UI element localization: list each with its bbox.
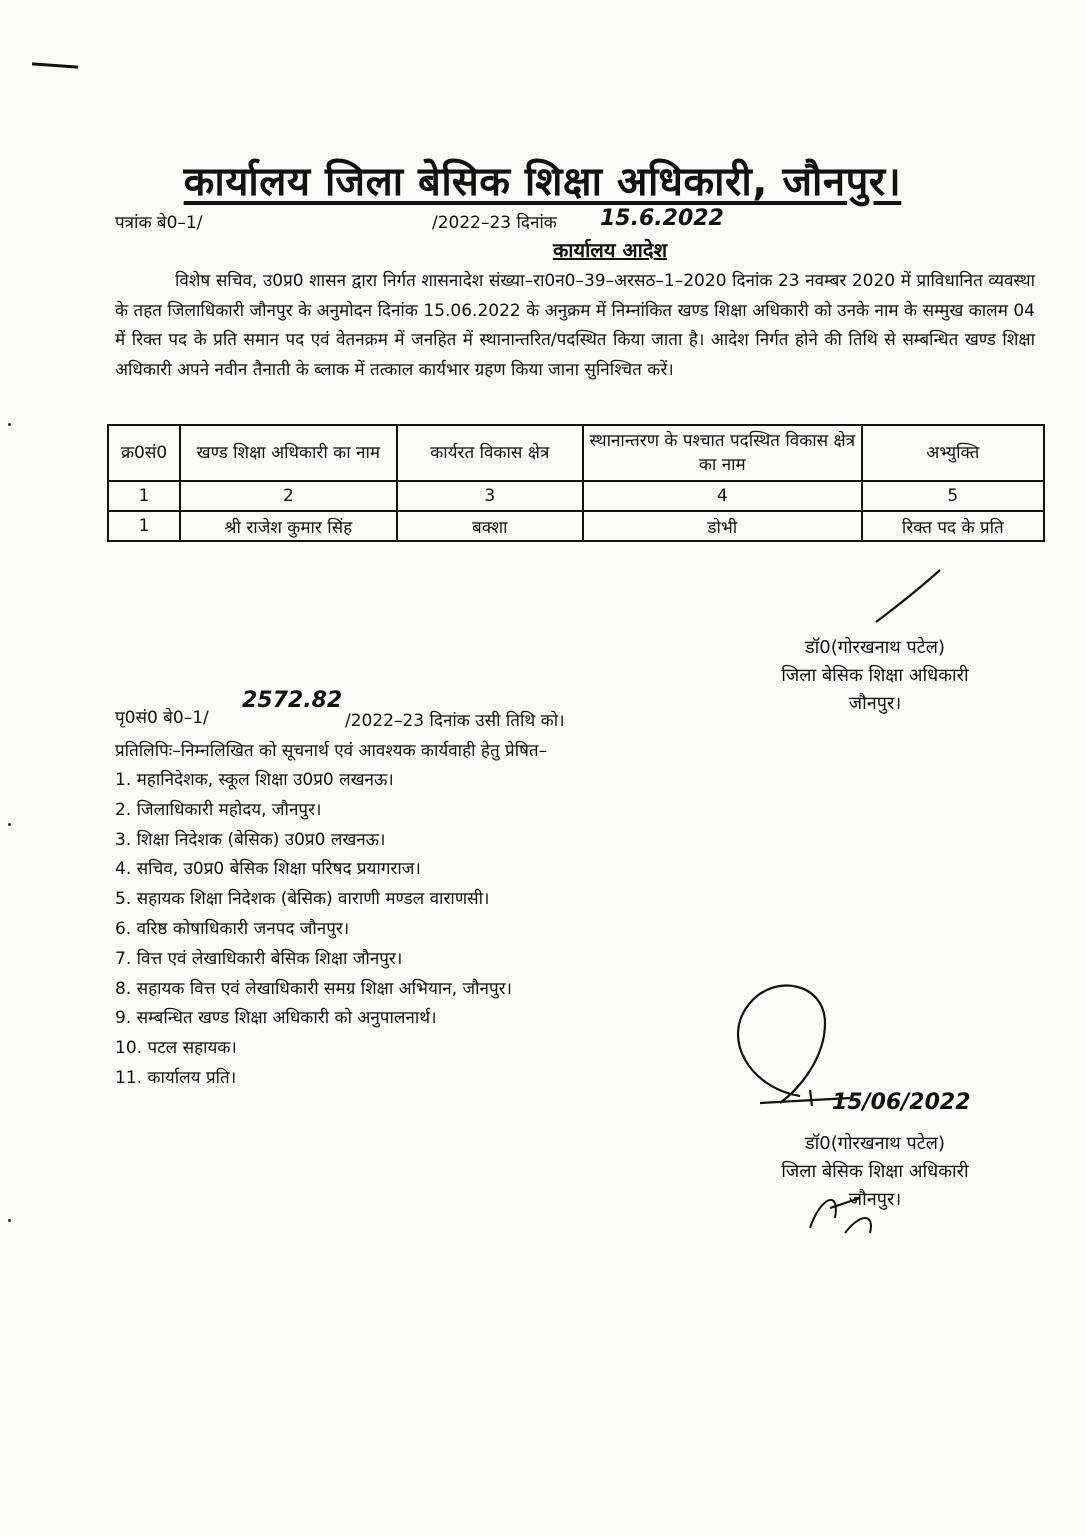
handwritten-ref-number: 2572.82 <box>242 688 343 713</box>
signatory-name: डॉ0(गोरखनाथ पटेल) <box>804 1133 946 1154</box>
signature-stroke <box>810 566 950 626</box>
table-cell: डोभी <box>583 511 862 541</box>
col-number: 3 <box>397 481 583 511</box>
table-row <box>108 511 1044 541</box>
list-item: 1. महानिदेशक, स्कूल शिक्षा उ0प्र0 लखनऊ। <box>115 770 394 790</box>
signatory-designation: जिला बेसिक शिक्षा अधिकारी <box>781 1161 969 1182</box>
table-header-row <box>108 425 1044 481</box>
margin-mark <box>32 62 78 68</box>
signatory-place: जौनपुर। <box>848 1189 902 1210</box>
signatory-name: डॉ0(गोरखनाथ पटेल) <box>804 637 946 658</box>
col-header: अभ्युक्ति <box>862 425 1044 481</box>
col-header: स्थानान्तरण के पश्चात पदस्थित विकास क्षेत्र का नाम <box>583 425 862 481</box>
office-title: कार्यालय जिला बेसिक शिक्षा अधिकारी, जौनपुर। <box>183 159 902 205</box>
signatory-place: जौनपुर। <box>848 693 902 714</box>
copy-intro: प्रतिलिपिः–निम्नलिखित को सूचनार्थ एवं आवश्यक कार्यवाही हेतु प्रेषित– <box>115 741 548 761</box>
signatory-block-1 <box>740 634 1010 718</box>
list-item: 6. वरिष्ठ कोषाधिकारी जनपद जौनपुर। <box>115 918 350 939</box>
endorsement-ref-prefix: पृ0सं0 बे0–1/ <box>115 708 209 728</box>
col-number: 4 <box>583 481 862 511</box>
initial-scribble <box>800 1178 910 1238</box>
list-item: 4. सचिव, उ0प्र0 बेसिक शिक्षा परिषद प्रयागराज। <box>115 859 421 880</box>
endorsement-ref-suffix: /2022–23 दिनांक उसी तिथि को। <box>345 711 565 731</box>
list-item: 9. सम्बन्धित खण्ड शिक्षा अधिकारी को अनुपालनार्थ। <box>115 1008 437 1029</box>
table-cell: श्री राजेश कुमार सिंह <box>180 511 396 541</box>
column-number-row <box>108 481 1044 511</box>
ref-year-date: /2022–23 दिनांक <box>432 213 557 233</box>
col-header: कार्यरत विकास क्षेत्र <box>397 425 583 481</box>
speck <box>8 823 11 826</box>
table-cell: बक्शा <box>397 511 583 541</box>
ref-prefix: पत्रांक बे0–1/ <box>115 213 203 233</box>
list-item: 2. जिलाधिकारी महोदय, जौनपुर। <box>115 799 322 820</box>
col-header: खण्ड शिक्षा अधिकारी का नाम <box>180 425 396 481</box>
list-item: 11. कार्यालय प्रति। <box>115 1067 237 1088</box>
speck <box>8 1219 11 1222</box>
speck <box>8 423 11 426</box>
list-item: 5. सहायक शिक्षा निदेशक (बेसिक) वाराणी मण्डल वाराणसी। <box>115 889 490 910</box>
transfer-table <box>107 424 1045 542</box>
signatory-designation: जिला बेसिक शिक्षा अधिकारी <box>781 665 969 686</box>
list-item: 3. शिक्षा निदेशक (बेसिक) उ0प्र0 लखनऊ। <box>115 829 386 850</box>
table-cell: 1 <box>108 511 180 541</box>
list-item: 8. सहायक वित्त एवं लेखाधिकारी समग्र शिक्षा अभियान, जौनपुर। <box>115 978 512 999</box>
order-title: कार्यालय आदेश <box>552 238 668 262</box>
copy-list <box>115 766 512 1094</box>
col-header: क्र0सं0 <box>108 425 180 481</box>
handwritten-date: 15.6.2022 <box>600 206 724 231</box>
handwritten-sign-date: 15/06/2022 <box>832 1090 971 1115</box>
col-number: 1 <box>108 481 180 511</box>
col-number: 2 <box>180 481 396 511</box>
list-item: 10. पटल सहायक। <box>115 1038 237 1059</box>
list-item: 7. वित्त एवं लेखाधिकारी बेसिक शिक्षा जौनपुर। <box>115 948 403 969</box>
table-cell: रिक्त पद के प्रति <box>862 511 1044 541</box>
order-paragraph: विशेष सचिव, उ0प्र0 शासन द्वारा निर्गत शासनादेश संख्या–रा0न0–39–अरसठ–1–2020 दिनांक 23 नवम्बर 2020 में प्राविधानित व्यवस्था के तहत जिलाधिकारी जौनपुर के अनुमोदन दिनांक 15.06.2022 के अनुक्रम में निम्नांकित खण्ड शिक्षा अधिकारी को उनके नाम के सम्मुख कालम 04 में रिक्त पद के प्रति समान पद एवं वेतनक्रम में जनहित में स्थानान्तरित/पदस्थित किया जाता है। आदेश निर्गत होने की तिथि से सम्बन्धित खण्ड शिक्षा अधिकारी अपने नवीन तैनाती के ब्लाक में तत्काल कार्यभार ग्रहण किया जाना सुनिश्चित करें। <box>115 271 1035 380</box>
col-number: 5 <box>862 481 1044 511</box>
